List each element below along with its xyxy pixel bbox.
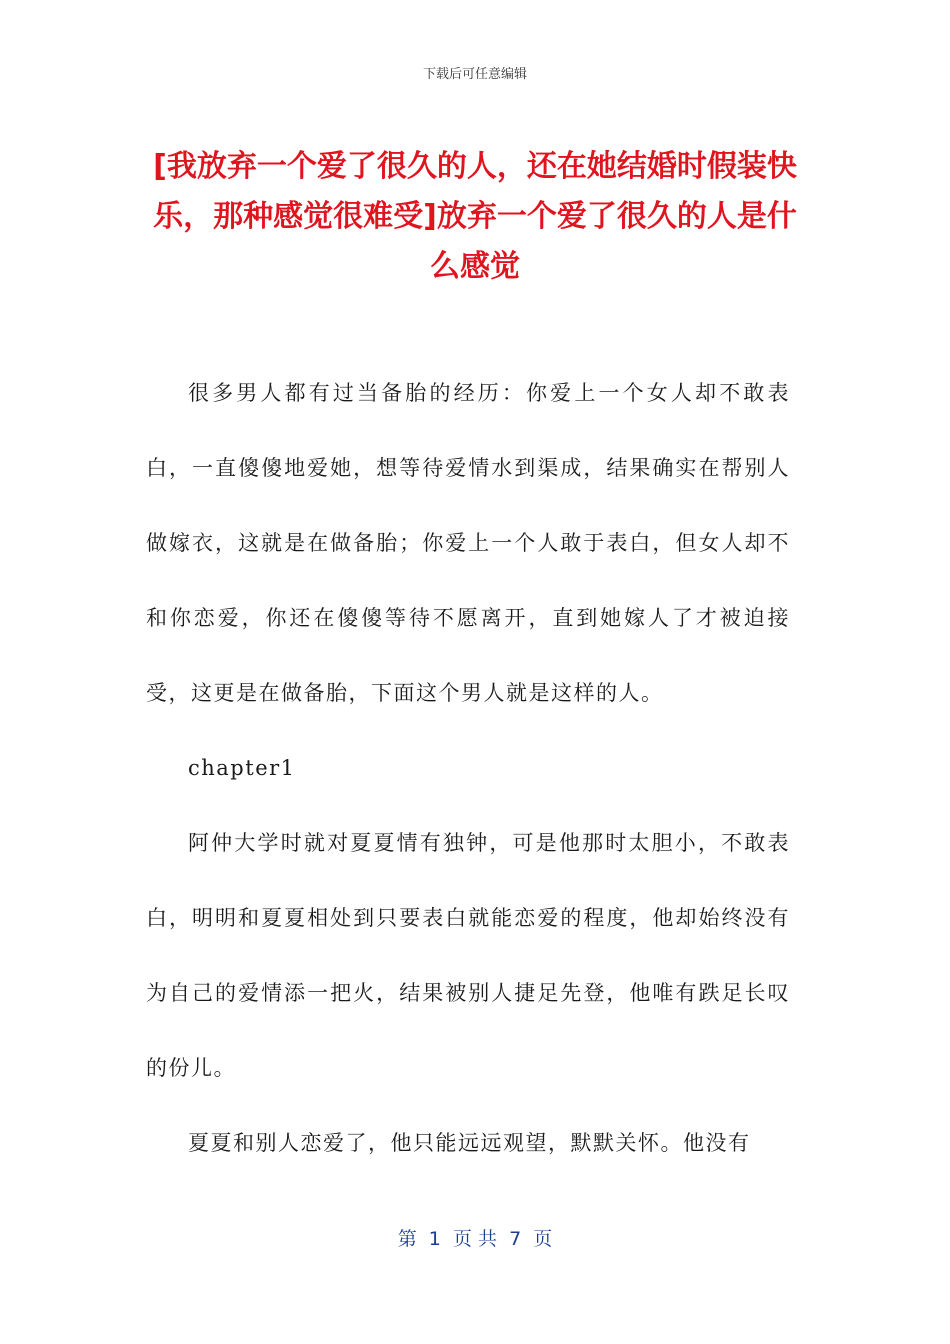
page-number-footer: 第 1 页 共 7 页: [397, 1228, 553, 1250]
document-body: [146, 356, 790, 1181]
paragraph-chapter1-2: 夏夏和别人恋爱了，他只能远远观望，默默关怀。他没有: [188, 1131, 751, 1155]
document-title: [我放弃一个爱了很久的人，还在她结婚时假装快乐，那种感觉很难受]放弃一个爱了很久的人是什么感觉: [153, 149, 797, 284]
paragraph-chapter1-1: 阿仲大学时就对夏夏情有独钟，可是他那时太胆小，不敢表白，明明和夏夏相处到只要表白就能恋爱的程度，他却始终没有为自己的爱情添一把火，结果被别人捷足先登，他唯有跌足长叹的份儿。: [146, 831, 790, 1080]
page-header-note: 下载后可任意编辑: [422, 67, 527, 82]
paragraph-intro: 很多男人都有过当备胎的经历：你爱上一个女人却不敢表白，一直傻傻地爱她，想等待爱情水到渠成，结果确实在帮别人做嫁衣，这就是在做备胎；你爱上一个人敢于表白，但女人却不和你恋爱，你还在傻傻等待不愿离开，直到她嫁人了才被迫接受，这更是在做备胎，下面这个男人就是这样的人。: [146, 381, 790, 705]
chapter-heading: chapter1: [188, 756, 296, 780]
